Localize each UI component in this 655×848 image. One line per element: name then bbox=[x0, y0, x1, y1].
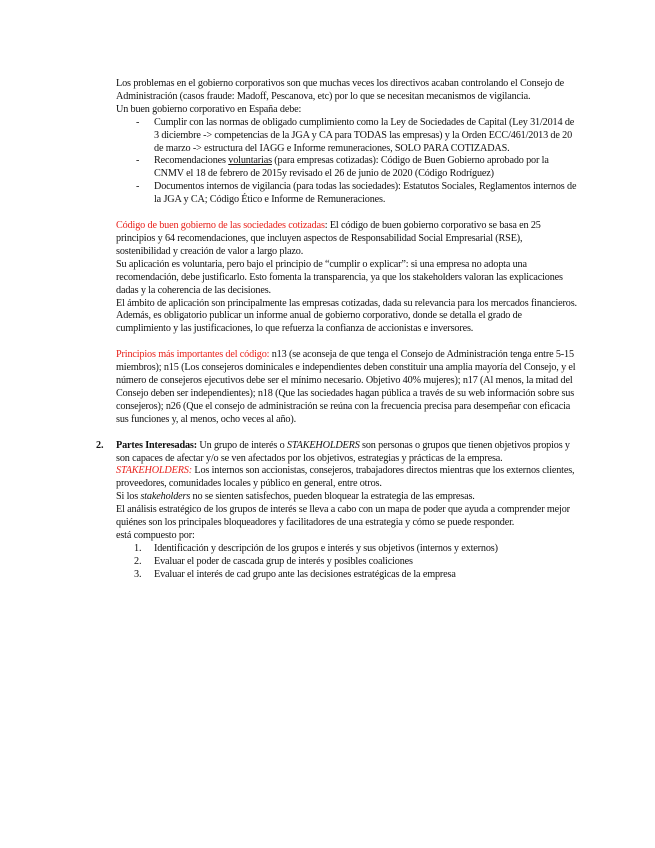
codigo-paragraph: Código de buen gobierno de las sociedades cotizadas: El código de buen gobierno corporativo se basa en 25 principios y 64 recomendaciones, que incluyen aspectos de Responsabilidad Social Empresarial (RSE), sostenibilidad y creación de valor a largo plazo. bbox=[116, 220, 541, 257]
principios-paragraph: Principios más importantes del código: n13 (se aconseja de que tenga el Consejo de Administración tenga entre 5-15 miembros); n15 (Los consejeros dominicales e independientes deben constituir una amplia mayoría del Consejo, y el número de consejeros ejecutivos debe ser el mínimo necesario. Objetivo 40% mujeres); n17 (Al menos, la mitad del Consejo deben ser independientes); n18 (Que las sociedades hagan pública a través de su web información sobre sus consejeros); n26 (Que el consejo de administración se reúna con la frecuencia precisa para desempeñar con eficacia sus funciones y, al menos, ocho veces al año). bbox=[116, 349, 576, 425]
section-number: 2. bbox=[96, 439, 104, 451]
codigo-scope: El ámbito de aplicación son principalmente las empresas cotizadas, dada su relevancia para los mercados financieros. bbox=[116, 297, 577, 309]
list-item bbox=[116, 117, 578, 156]
section-heading: Partes Interesadas: bbox=[116, 439, 197, 451]
step-text: Identificación y descripción de los grupos e interés y sus objetivos (internos y externos) bbox=[154, 542, 498, 554]
principios-title: Principios más importantes del código: bbox=[116, 349, 270, 361]
section-intro: Partes Interesadas: Un grupo de interés o STAKEHOLDERS son personas o grupos que tienen objetivos propios y son capaces de afectar y/o se ven afectados por los objetivos, estrategias y prácticas de la empresa. bbox=[116, 439, 570, 464]
bullet-marker: - bbox=[136, 155, 140, 167]
list-item bbox=[116, 569, 578, 582]
codigo-report: Además, es obligatorio publicar un informe anual de gobierno corporativo, donde se detalla el grado de cumplimiento y las justificaciones, lo que refuerza la confianza de accionistas e inversores. bbox=[116, 310, 522, 335]
section-partes-interesadas bbox=[96, 439, 578, 582]
list-item bbox=[116, 556, 578, 569]
list-item-text: Cumplir con las normas de obligado cumplimiento como la Ley de Sociedades de Capital (Ley 31/2014 de 3 diciembre -> competencias de la JGA y CA para TODAS las empresas) y la Orden ECC/461/2013 de 20 de marzo -> estructura del IAGG e Informe remuneraciones, SOLO PARA COTIZADAS. bbox=[154, 116, 575, 154]
codigo-application: Su aplicación es voluntaria, pero bajo el principio de “cumplir o explicar”: si una empresa no adopta una recomendación, debe justificarlo. Esto fomenta la transparencia, ya que los stakeholders valoran las explicaciones dadas y la coherencia de las decisiones. bbox=[116, 258, 563, 296]
analysis-paragraph: El análisis estratégico de los grupos de interés se lleva a cabo con un mapa de poder que ayuda a comprender mejor quiénes son los principales bloqueadores y facilitadores de una estrategia y cómo se puede responder. bbox=[116, 504, 570, 529]
step-text: Evaluar el poder de cascada grup de interés y posibles coaliciones bbox=[154, 555, 413, 567]
list-item-text: Documentos internos de vigilancia (para todas las sociedades): Estatutos Sociales, Reglamentos internos de la JGA y CA; Código Ético e Informe de Remuneraciones. bbox=[154, 181, 577, 206]
list-item bbox=[116, 543, 578, 556]
step-text: Evaluar el interés de cad grupo ante las decisiones estratégicas de la empresa bbox=[154, 568, 456, 580]
intro-paragraph: Los problemas en el gobierno corporativos son que muchas veces los directivos acaban controlando el Consejo de Administración (casos fraude: Madoff, Pescanova, etc) por lo que se necesitan mecanismos de vigilancia. bbox=[116, 78, 565, 102]
composed-label: está compuesto por: bbox=[116, 530, 195, 541]
list-item bbox=[116, 181, 578, 207]
satisfaction-paragraph: Si los stakeholders no se sienten satisfechos, pueden bloquear la estrategia de las empresas. bbox=[116, 491, 475, 503]
stakeholders-paragraph: STAKEHOLDERS: Los internos son accionistas, consejeros, trabajadores directos mientras que los externos clientes, proveedores, comunidades locales y público en general, entre otros. bbox=[116, 465, 575, 490]
stakeholders-label: STAKEHOLDERS: bbox=[116, 465, 192, 477]
intro-lead: Un buen gobierno corporativo en España debe: bbox=[116, 103, 302, 115]
step-number: 2. bbox=[134, 555, 142, 567]
list-item-text: Recomendaciones voluntarias (para empresas cotizadas): Código de Buen Gobierno aprobado por la CNMV el 18 de febrero de 2015y revisado el 26 de junio de 2020 (Código Rodríguez) bbox=[154, 155, 549, 180]
bullet-marker: - bbox=[136, 116, 140, 128]
list-item bbox=[116, 155, 578, 181]
step-number: 1. bbox=[134, 542, 142, 554]
underlined-word: voluntarias bbox=[228, 155, 272, 167]
document-page bbox=[96, 78, 578, 582]
step-number: 3. bbox=[134, 568, 142, 580]
requirements-list bbox=[116, 117, 578, 207]
codigo-title: Código de buen gobierno de las sociedades cotizadas bbox=[116, 220, 325, 232]
steps-list bbox=[116, 543, 578, 582]
bullet-marker: - bbox=[136, 181, 140, 193]
